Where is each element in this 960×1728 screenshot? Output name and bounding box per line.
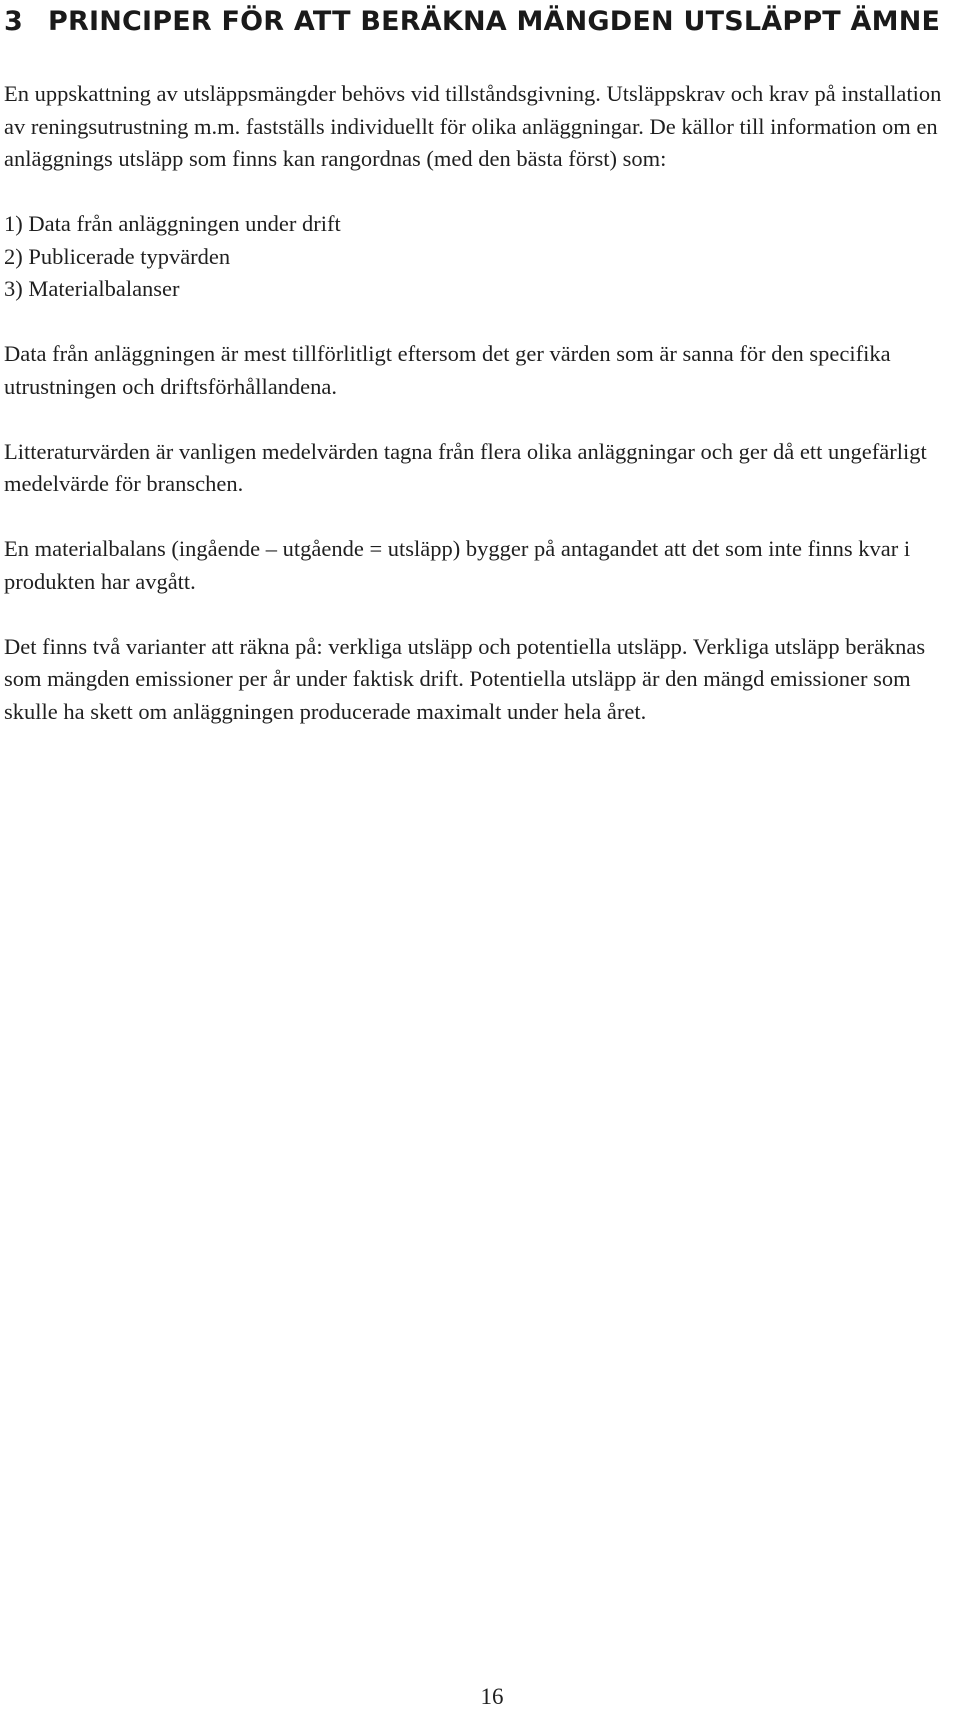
section-number: 3 (4, 6, 23, 37)
section-body (4, 78, 956, 728)
page-number: 16 (480, 1684, 504, 1709)
section-title: PRINCIPER FÖR ATT BERÄKNA MÄNGDEN UTSLÄPPT ÄMNE (48, 6, 941, 37)
list-item: 2) Publicerade typvärden (4, 243, 231, 269)
list-item: 1) Data från anläggningen under drift (4, 211, 341, 236)
section-heading (4, 6, 940, 37)
source-ranking-list (4, 208, 956, 306)
paragraph-literature: Litteraturvärden är vanligen medelvärden tagna från flera olika anläggningar och ger då ett ungefärligt medelvärde för branschen. (4, 438, 927, 496)
paragraph-variants: Det finns två varianter att räkna på: verkliga utsläpp och potentiella utsläpp. Verkliga utsläpp beräknas som mängden emissioner per år under faktisk drift. Potentiella utsläpp är den mängd emissioner som skulle ha skett om anläggningen producerade maximalt under hela året. (4, 633, 926, 724)
paragraph-plant-data: Data från anläggningen är mest tillförlitligt eftersom det ger värden som är sanna för den specifika utrustningen och driftsförhållandena. (4, 341, 891, 399)
paragraph-material-balance: En materialbalans (ingående – utgående = utsläpp) bygger på antagandet att det som inte finns kvar i produkten har avgått. (4, 536, 911, 594)
list-item: 3) Materialbalanser (4, 276, 180, 301)
paragraph-intro: En uppskattning av utsläppsmängder behövs vid tillståndsgivning. Utsläppskrav och krav på installation av reningsutrustning m.m. fastställs individuellt för olika anläggningar. De källor till information om en anläggnings utsläpp som finns kan rangordnas (med den bästa först) som: (4, 81, 942, 171)
